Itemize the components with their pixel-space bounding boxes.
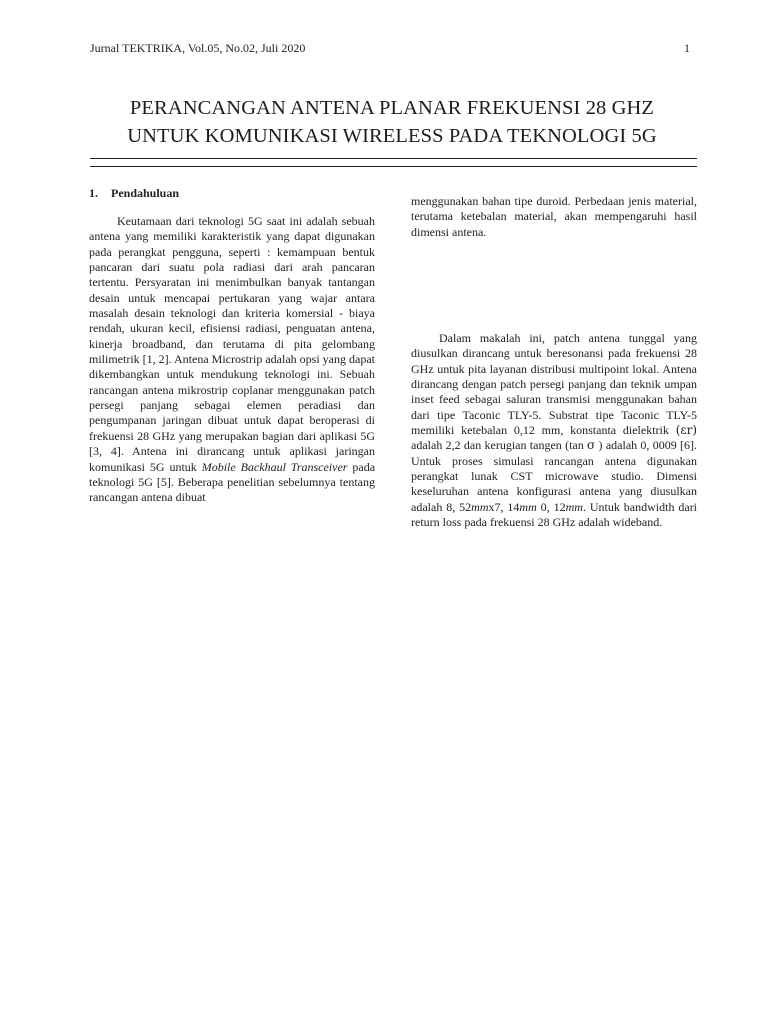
journal-citation: Jurnal TEKTRIKA, Vol.05, No.02, Juli 2020: [90, 41, 306, 55]
sigma-symbol: σ: [587, 438, 596, 453]
title-rule-top: [90, 158, 697, 159]
column-gap: [411, 240, 697, 331]
page-number: 1: [684, 41, 690, 55]
paper-title: [60, 94, 724, 150]
intro-text-part1: Keutamaan dari teknologi 5G saat ini adalah sebuah antena yang memiliki karakteristik yang dapat digunakan pada perangkat pengguna, seperti : kemampuan bentuk pancaran dari suatu pola radiasi dari arah pancaran tertentu. Persyaratan ini menimbulkan banyak tantangan desain untuk mencapai pertukaran yang wajar antara masalah desain teknologi dan kriteria komersial - biaya rendah, ukuran kecil, efisiensi radiasi, penguatan antena, kinerja broadband, dan terutama di pita gelombang milimetrik [1, 2]. Antena Microstrip adalah opsi yang dapat dikembangkan untuk mendukung teknologi ini. Sebuah rancangan antena mikrostrip coplanar menggunakan patch persegi panjang sebagai elemen peradiasi dan pengumpanan jaringan dibuat untuk dapat beroperasi di frekuensi 28 GHz yang merupakan bagian dari aplikasi 5G [3, 4]. Antena ini dirancang untuk aplikasi jaringan komunikasi 5G untuk: [89, 214, 375, 474]
intro-italic-term: Mobile Backhaul Transceiver: [201, 459, 348, 474]
left-column: [89, 186, 375, 506]
title-rule-bottom: [90, 166, 697, 167]
unit-mm-1: mm: [471, 499, 489, 514]
loss-tangent-close: ): [598, 438, 603, 453]
proposal-text-b: adalah 2,2 dan kerugian tangen: [411, 438, 562, 453]
permittivity-symbol: (εr): [675, 423, 698, 438]
continued-paragraph: menggunakan bahan tipe duroid. Perbedaan jenis material, terutama ketebalan material, akan mempengaruhi hasil dimensi antena.: [411, 194, 697, 239]
intro-text-part2: pada teknologi 5G [5]. Beberapa penelitian sebelumnya tentang rancangan antena dibuat: [89, 459, 376, 505]
section-title: Pendahuluan: [111, 186, 180, 200]
running-header: [90, 41, 690, 57]
proposal-text-c: adalah 0, 0009 [6]. Untuk proses simulasi rancangan antena digunakan perangkat lunak CST microwave studio. Dimensi keseluruhan antena konfigurasi antena yang diusulkan adalah 8, 52: [411, 438, 698, 514]
proposal-paragraph: [411, 331, 697, 530]
dimension-3: 0, 12: [536, 499, 566, 514]
dimension-2: 7, 14: [494, 499, 520, 514]
section-heading: [89, 186, 375, 201]
loss-tangent-open: (tan: [565, 438, 584, 453]
proposal-text-a: Dalam makalah ini, patch antena tunggal yang diusulkan dirancang untuk beresonansi pada frekuensi 28 GHz untuk pita layanan distribusi multipoint lokal. Antena dirancang dengan patch persegi panjang dan teknik umpan inset feed sebagai saluran transmisi menggunakan bahan dari tipe Taconic TLY-5. Substrat tipe Taconic TLY-5 memiliki ketebalan 0,12 mm, konstanta dielektrik: [411, 331, 697, 438]
title-line-1: PERANCANGAN ANTENA PLANAR FREKUENSI 28 GHZ: [129, 97, 655, 119]
unit-mm-3: mm: [565, 499, 583, 514]
unit-mm-2: mm: [519, 499, 537, 514]
section-number: 1.: [89, 186, 98, 200]
intro-paragraph: [89, 214, 375, 506]
times-sign: x: [488, 499, 495, 514]
right-column: [411, 194, 697, 531]
proposal-text-d: . Untuk bandwidth dari return loss pada frekuensi 28 GHz adalah wideband.: [411, 499, 698, 530]
title-line-2: UNTUK KOMUNIKASI WIRELESS PADA TEKNOLOGI 5G: [127, 125, 657, 147]
